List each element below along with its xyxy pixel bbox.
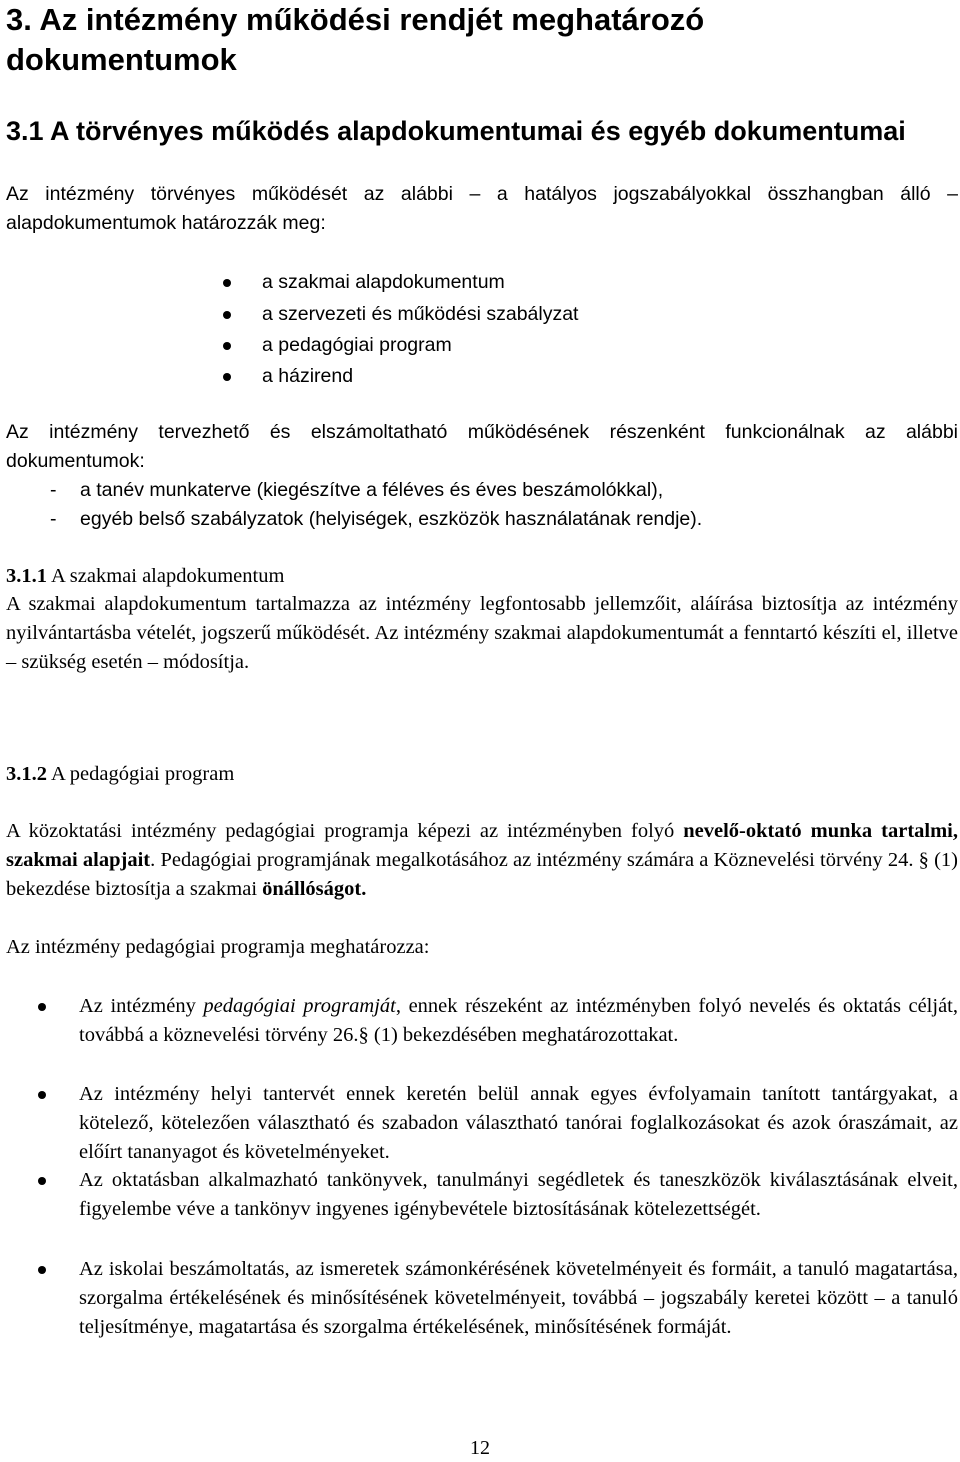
dash-icon: - (50, 508, 57, 530)
bullet-icon (223, 311, 231, 319)
document-page: 3. Az intézmény működési rendjét meghatározó dokumentumok 3.1 A törvényes működés alapdokumentumai és egyéb dokumentumai Az intézmény törvényes működését az alábbi – a hatályos jogszabályokkal összhangban álló – alapdokumentumok határozzák meg: a szakmai alapdokumentum a szervezeti és működési szabályzat a pedagógiai program a házirend Az intézmény tervezhető és elszámoltatható működésének részenként funkcionálnak az alábbi dokumentumok: - a tanév munkaterve (kiegészítve a féléves és éves beszámolókkal), - egyéb belső szabályzatok (helyiségek, eszközök használatának rendje). 3.1.1 A szakmai alapdokumentum A szakmai alapdokumentum tartalmazza az intézmény legfontosabb jellemzőit, aláírása biztosítja az intézmény nyilvántartásba vételét, jogszerű működését. Az intézmény szakmai alapdokumentumát a fenntartó készíti el, illetve – szükség esetén – módosítja. 3.1.2 A pedagógiai program A közoktatási intézmény pedagógiai programja képezi az intézményben folyó nevelő-oktató munka tartalmi, szakmai alapjait. Pedagógiai programjának megalkotásához az intézmény számára a Köznevelési törvény 24. § (1) bekezdése biztosítja a szakmai önállóságot. Az intézmény pedagógiai programja meghatározza: Az intézmény pedagógiai programját, ennek részeként az intézményben folyó nevelés és oktatás célját, továbbá a köznevelési törvény 26.§ (1) bekezdésében meghatározottakat. Az intézmény helyi tantervét ennek keretén belül annak egyes évfolyamain tanított tantárgyakat, a kötelező, kötelezően választható és szabadon választható tanórai foglalkozásokat és azok óraszámait, az előírt tananyagot és követelményeket. Az oktatásban alkalmazható tankönyvek, tanulmányi segédletek és taneszközök kiválasztásának elveit, figyelembe véve a tankönyv ingyenes igénybevétele biztosításának kötelezettségét. Az iskolai beszámoltatás, az ismeretek számonkérésének követelményeit és formáit, a tanuló magatartása, szorgalma értékelésének és minősítésének követelményeit, továbbá – jogszabály keretei között – a tanuló teljesítménye, magatartása és szorgalma értékelésének, minősítésének formáját. 12 (0, 0, 960, 1462)
subsection-312-paragraph: A közoktatási intézmény pedagógiai programja képezi az intézményben folyó nevelő-oktató munka tartalmi, szakmai alapjait. Pedagógiai programjának megalkotásához az intézmény számára a Köznevelési törvény 24. § (1) bekezdése biztosítja a szakmai önállóságot. (6, 820, 958, 900)
intro-paragraph: Az intézmény törvényes működését az alábbi – a hatályos jogszabályokkal összhangban álló – alapdokumentumok határozzák meg: (6, 183, 958, 234)
section-heading: 3.1 A törvényes működés alapdokumentumai és egyéb dokumentumai (6, 116, 906, 146)
bullet-icon (38, 1003, 46, 1011)
chapter-heading: 3. Az intézmény működési rendjét meghatározó dokumentumok (6, 2, 705, 77)
partial-docs-intro: Az intézmény tervezhető és elszámoltatható működésének részenként funkcionálnak az alábbi dokumentumok: (6, 421, 958, 472)
page-number: 12 (470, 1437, 490, 1459)
bullet-icon (38, 1266, 46, 1274)
bullet-icon (223, 279, 231, 287)
bullet-icon (223, 373, 231, 381)
program-defines-label: Az intézmény pedagógiai programja meghatározza: (6, 936, 430, 958)
subsection-311-text: A szakmai alapdokumentum tartalmazza az intézmény legfontosabb jellemzőit, aláírása biztosítja az intézmény nyilvántartásba vételét, jogszerű működését. Az intézmény szakmai alapdokumentumát a fenntartó készíti el, illetve – szükség esetén – módosítja. (6, 593, 958, 673)
subsection-311-heading: 3.1.1 A szakmai alapdokumentum (6, 565, 285, 587)
subsection-312-heading: 3.1.2 A pedagógiai program (6, 763, 235, 785)
bullet-icon (38, 1091, 46, 1099)
list-item: - a tanév munkaterve (kiegészítve a féléves és éves beszámolókkal), (80, 476, 663, 504)
bullet-icon (223, 342, 231, 350)
list-item: - egyéb belső szabályzatok (helyiségek, eszközök használatának rendje). (80, 505, 702, 533)
dash-icon: - (50, 479, 57, 501)
bullet-icon (38, 1177, 46, 1185)
